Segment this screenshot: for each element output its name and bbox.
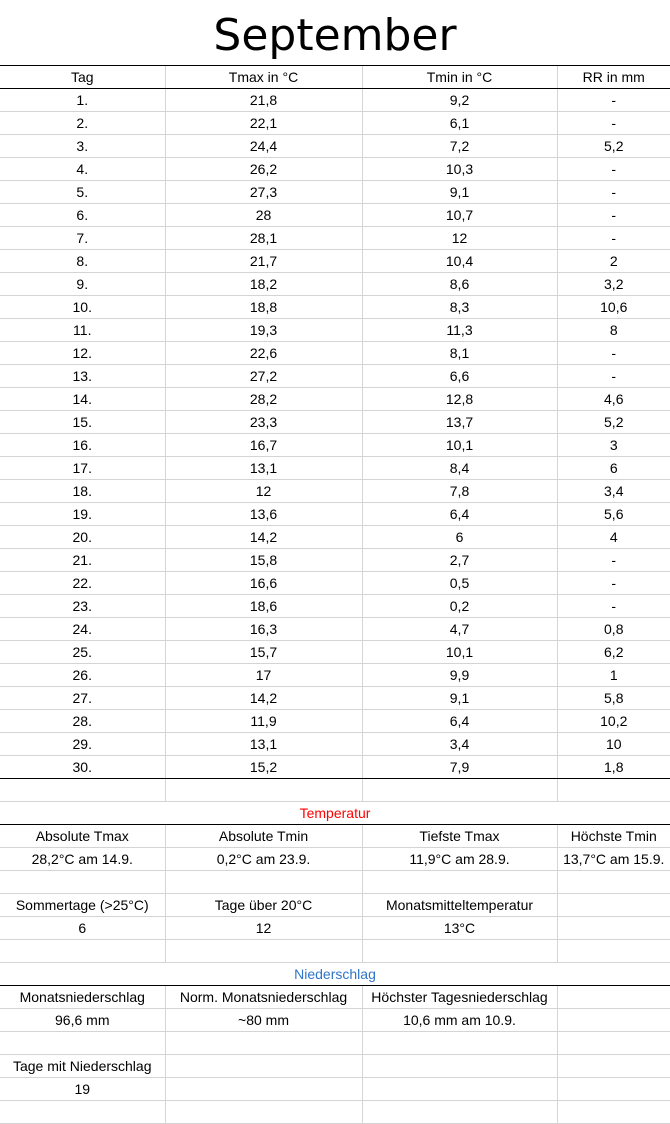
day-cell-3[interactable]: 7,2 (362, 135, 557, 158)
day-cell-3[interactable]: 9,2 (362, 89, 557, 112)
temp-label-2[interactable]: Absolute Tmin (165, 825, 362, 848)
day-row (0, 227, 670, 250)
blank-row (0, 940, 670, 963)
day-cell-3[interactable]: 6,1 (362, 112, 557, 135)
day-cell-2[interactable]: 11,9 (165, 710, 362, 733)
day-cell-3[interactable]: 6,4 (362, 710, 557, 733)
blank-cell-4[interactable] (557, 940, 670, 963)
day-cell-3[interactable]: 9,1 (362, 181, 557, 204)
blank-row (0, 779, 670, 802)
day-cell-4[interactable]: 10 (557, 733, 670, 756)
day-cell-4[interactable]: 4 (557, 526, 670, 549)
blank-cell-3[interactable] (362, 779, 557, 802)
precip-value-1[interactable]: 19 (0, 1078, 165, 1101)
day-cell-1[interactable]: 20. (0, 526, 165, 549)
day-cell-3[interactable]: 6,6 (362, 365, 557, 388)
day-cell-2[interactable]: 15,8 (165, 549, 362, 572)
day-cell-2[interactable]: 28,1 (165, 227, 362, 250)
day-cell-1[interactable]: 1. (0, 89, 165, 112)
day-cell-1[interactable]: 13. (0, 365, 165, 388)
day-cell-4[interactable]: - (557, 572, 670, 595)
day-cell-1[interactable]: 22. (0, 572, 165, 595)
day-row (0, 687, 670, 710)
day-cell-2[interactable]: 16,3 (165, 618, 362, 641)
day-cell-2[interactable]: 18,8 (165, 296, 362, 319)
precip-value-1[interactable]: 96,6 mm (0, 1009, 165, 1032)
day-cell-2[interactable]: 28,2 (165, 388, 362, 411)
blank-cell-1[interactable] (0, 940, 165, 963)
day-row (0, 250, 670, 273)
day-row (0, 89, 670, 112)
day-cell-2[interactable]: 21,8 (165, 89, 362, 112)
day-row (0, 273, 670, 296)
day-cell-3[interactable]: 13,7 (362, 411, 557, 434)
day-cell-4[interactable]: 1,8 (557, 756, 670, 779)
temp-value-4[interactable] (557, 917, 670, 940)
day-cell-3[interactable]: 0,2 (362, 595, 557, 618)
day-cell-1[interactable]: 10. (0, 296, 165, 319)
temp-value-2[interactable]: 0,2°C am 23.9. (165, 848, 362, 871)
day-cell-4[interactable]: 6 (557, 457, 670, 480)
blank-row (0, 1032, 670, 1055)
precip-value-3[interactable]: 10,6 mm am 10.9. (362, 1009, 557, 1032)
day-cell-3[interactable]: 12,8 (362, 388, 557, 411)
day-cell-2[interactable]: 12 (165, 480, 362, 503)
temp-label-2[interactable]: Tage über 20°C (165, 894, 362, 917)
blank-cell-3[interactable] (362, 940, 557, 963)
day-cell-3[interactable]: 2,7 (362, 549, 557, 572)
day-cell-2[interactable]: 14,2 (165, 526, 362, 549)
precip-label-4[interactable] (557, 1055, 670, 1078)
day-cell-3[interactable]: 9,9 (362, 664, 557, 687)
day-cell-3[interactable]: 3,4 (362, 733, 557, 756)
day-cell-4[interactable]: 1 (557, 664, 670, 687)
blank-row (0, 871, 670, 894)
day-cell-3[interactable]: 7,9 (362, 756, 557, 779)
blank-cell-1[interactable] (0, 1101, 165, 1124)
day-row (0, 135, 670, 158)
day-cell-3[interactable]: 10,7 (362, 204, 557, 227)
day-cell-1[interactable]: 26. (0, 664, 165, 687)
day-cell-4[interactable]: 5,2 (557, 411, 670, 434)
temp-value-2[interactable]: 12 (165, 917, 362, 940)
day-cell-2[interactable]: 13,6 (165, 503, 362, 526)
day-row (0, 434, 670, 457)
day-row (0, 365, 670, 388)
temperature-section-title: Temperatur (0, 802, 670, 825)
temperature-value-row (0, 848, 670, 871)
day-cell-2[interactable]: 27,2 (165, 365, 362, 388)
day-cell-4[interactable]: - (557, 365, 670, 388)
precip-label-2[interactable]: Norm. Monatsniederschlag (165, 986, 362, 1009)
precip-label-2[interactable] (165, 1055, 362, 1078)
day-cell-2[interactable]: 27,3 (165, 181, 362, 204)
day-cell-1[interactable]: 27. (0, 687, 165, 710)
day-cell-4[interactable]: 8 (557, 319, 670, 342)
day-cell-4[interactable]: - (557, 204, 670, 227)
precip-value-2[interactable]: ~80 mm (165, 1009, 362, 1032)
precip-value-3[interactable] (362, 1078, 557, 1101)
day-cell-3[interactable]: 10,1 (362, 434, 557, 457)
day-cell-4[interactable]: 5,8 (557, 687, 670, 710)
day-row (0, 549, 670, 572)
day-cell-1[interactable]: 9. (0, 273, 165, 296)
day-cell-3[interactable]: 7,8 (362, 480, 557, 503)
day-cell-3[interactable]: 10,1 (362, 641, 557, 664)
day-cell-1[interactable]: 28. (0, 710, 165, 733)
day-cell-4[interactable]: - (557, 112, 670, 135)
day-cell-1[interactable]: 12. (0, 342, 165, 365)
blank-cell-2[interactable] (165, 779, 362, 802)
blank-cell-2[interactable] (165, 1032, 362, 1055)
blank-cell-3[interactable] (362, 1101, 557, 1124)
precip-value-4[interactable] (557, 1078, 670, 1101)
temp-label-4[interactable] (557, 894, 670, 917)
day-cell-4[interactable]: 6,2 (557, 641, 670, 664)
temp-value-3[interactable]: 11,9°C am 28.9. (362, 848, 557, 871)
day-cell-1[interactable]: 15. (0, 411, 165, 434)
day-cell-4[interactable]: 5,6 (557, 503, 670, 526)
day-cell-4[interactable]: - (557, 549, 670, 572)
day-cell-3[interactable]: 6,4 (362, 503, 557, 526)
day-cell-1[interactable]: 29. (0, 733, 165, 756)
day-cell-1[interactable]: 4. (0, 158, 165, 181)
temp-value-1[interactable]: 6 (0, 917, 165, 940)
precipitation-label-row (0, 1055, 670, 1078)
day-row (0, 756, 670, 779)
day-cell-2[interactable]: 13,1 (165, 733, 362, 756)
day-row (0, 480, 670, 503)
precip-value-2[interactable] (165, 1078, 362, 1101)
day-cell-3[interactable]: 12 (362, 227, 557, 250)
day-row (0, 618, 670, 641)
day-row (0, 641, 670, 664)
day-cell-1[interactable]: 19. (0, 503, 165, 526)
day-cell-3[interactable]: 4,7 (362, 618, 557, 641)
day-cell-4[interactable]: 3,4 (557, 480, 670, 503)
day-cell-2[interactable]: 15,7 (165, 641, 362, 664)
precipitation-value-row (0, 1078, 670, 1101)
blank-cell-2[interactable] (165, 940, 362, 963)
blank-cell-1[interactable] (0, 779, 165, 802)
day-row (0, 733, 670, 756)
precipitation-value-row (0, 1009, 670, 1032)
day-cell-2[interactable]: 17 (165, 664, 362, 687)
precip-label-3[interactable]: Höchster Tagesniederschlag (362, 986, 557, 1009)
day-cell-4[interactable]: 10,2 (557, 710, 670, 733)
blank-cell-4[interactable] (557, 1032, 670, 1055)
column-header-1[interactable]: Tag (0, 66, 165, 89)
day-cell-2[interactable]: 18,2 (165, 273, 362, 296)
temperature-label-row (0, 825, 670, 848)
day-cell-3[interactable]: 0,5 (362, 572, 557, 595)
day-row (0, 342, 670, 365)
day-cell-1[interactable]: 30. (0, 756, 165, 779)
column-header-2[interactable]: Tmax in °C (165, 66, 362, 89)
day-row (0, 296, 670, 319)
blank-cell-2[interactable] (165, 1101, 362, 1124)
day-cell-3[interactable]: 6 (362, 526, 557, 549)
day-cell-2[interactable]: 26,2 (165, 158, 362, 181)
day-cell-3[interactable]: 10,3 (362, 158, 557, 181)
day-cell-2[interactable]: 24,4 (165, 135, 362, 158)
day-cell-4[interactable]: 10,6 (557, 296, 670, 319)
day-cell-2[interactable]: 14,2 (165, 687, 362, 710)
precip-label-4[interactable] (557, 986, 670, 1009)
blank-cell-3[interactable] (362, 1032, 557, 1055)
day-cell-2[interactable]: 16,7 (165, 434, 362, 457)
day-cell-2[interactable]: 22,6 (165, 342, 362, 365)
day-cell-3[interactable]: 8,4 (362, 457, 557, 480)
day-row (0, 411, 670, 434)
blank-cell-2[interactable] (165, 871, 362, 894)
precipitation-section-title: Niederschlag (0, 963, 670, 986)
day-cell-2[interactable]: 19,3 (165, 319, 362, 342)
blank-cell-1[interactable] (0, 1032, 165, 1055)
day-cell-1[interactable]: 11. (0, 319, 165, 342)
day-cell-4[interactable]: 0,8 (557, 618, 670, 641)
day-cell-1[interactable]: 2. (0, 112, 165, 135)
blank-row (0, 1101, 670, 1124)
temp-value-3[interactable]: 13°C (362, 917, 557, 940)
day-row (0, 710, 670, 733)
day-row (0, 664, 670, 687)
temp-label-3[interactable]: Tiefste Tmax (362, 825, 557, 848)
day-cell-2[interactable]: 15,2 (165, 756, 362, 779)
precip-value-4[interactable] (557, 1009, 670, 1032)
day-cell-2[interactable]: 16,6 (165, 572, 362, 595)
day-cell-4[interactable]: - (557, 89, 670, 112)
day-cell-1[interactable]: 21. (0, 549, 165, 572)
precip-label-3[interactable] (362, 1055, 557, 1078)
day-cell-1[interactable]: 24. (0, 618, 165, 641)
day-cell-1[interactable]: 18. (0, 480, 165, 503)
day-cell-4[interactable]: - (557, 227, 670, 250)
precipitation-section-title-row (0, 963, 670, 986)
day-cell-4[interactable]: - (557, 595, 670, 618)
temp-label-1[interactable]: Sommertage (>25°C) (0, 894, 165, 917)
header-row (0, 66, 670, 89)
day-cell-2[interactable]: 13,1 (165, 457, 362, 480)
temperature-value-row (0, 917, 670, 940)
day-cell-1[interactable]: 3. (0, 135, 165, 158)
temperature-section-title-row (0, 802, 670, 825)
day-cell-2[interactable]: 22,1 (165, 112, 362, 135)
day-cell-1[interactable]: 17. (0, 457, 165, 480)
day-cell-2[interactable]: 21,7 (165, 250, 362, 273)
month-title: September (0, 0, 670, 66)
day-row (0, 457, 670, 480)
day-cell-4[interactable]: - (557, 181, 670, 204)
blank-cell-4[interactable] (557, 1101, 670, 1124)
day-cell-4[interactable]: 3,2 (557, 273, 670, 296)
column-header-3[interactable]: Tmin in °C (362, 66, 557, 89)
day-cell-4[interactable]: - (557, 158, 670, 181)
precip-label-1[interactable]: Tage mit Niederschlag (0, 1055, 165, 1078)
day-row (0, 181, 670, 204)
day-cell-3[interactable]: 10,4 (362, 250, 557, 273)
day-cell-1[interactable]: 6. (0, 204, 165, 227)
day-cell-2[interactable]: 28 (165, 204, 362, 227)
blank-cell-4[interactable] (557, 871, 670, 894)
day-cell-1[interactable]: 14. (0, 388, 165, 411)
day-row (0, 204, 670, 227)
day-cell-1[interactable]: 5. (0, 181, 165, 204)
day-row (0, 388, 670, 411)
temp-value-4[interactable]: 13,7°C am 15.9. (557, 848, 670, 871)
day-cell-1[interactable]: 8. (0, 250, 165, 273)
day-cell-4[interactable]: 3 (557, 434, 670, 457)
precip-label-1[interactable]: Monatsniederschlag (0, 986, 165, 1009)
day-row (0, 158, 670, 181)
blank-cell-3[interactable] (362, 871, 557, 894)
blank-cell-1[interactable] (0, 871, 165, 894)
day-row (0, 595, 670, 618)
day-row (0, 572, 670, 595)
day-cell-4[interactable]: 5,2 (557, 135, 670, 158)
day-cell-3[interactable]: 11,3 (362, 319, 557, 342)
day-row (0, 319, 670, 342)
day-cell-1[interactable]: 7. (0, 227, 165, 250)
day-cell-4[interactable]: 2 (557, 250, 670, 273)
day-cell-3[interactable]: 8,6 (362, 273, 557, 296)
temp-label-4[interactable]: Höchste Tmin (557, 825, 670, 848)
day-cell-1[interactable]: 25. (0, 641, 165, 664)
weather-table (0, 66, 670, 1124)
precipitation-label-row (0, 986, 670, 1009)
blank-cell-4[interactable] (557, 779, 670, 802)
day-row (0, 112, 670, 135)
day-cell-2[interactable]: 18,6 (165, 595, 362, 618)
temp-label-3[interactable]: Monatsmitteltemperatur (362, 894, 557, 917)
day-cell-2[interactable]: 23,3 (165, 411, 362, 434)
column-header-4[interactable]: RR in mm (557, 66, 670, 89)
day-cell-4[interactable]: 4,6 (557, 388, 670, 411)
temp-label-1[interactable]: Absolute Tmax (0, 825, 165, 848)
day-cell-3[interactable]: 9,1 (362, 687, 557, 710)
temperature-label-row (0, 894, 670, 917)
day-row (0, 526, 670, 549)
day-cell-3[interactable]: 8,3 (362, 296, 557, 319)
day-cell-1[interactable]: 16. (0, 434, 165, 457)
day-cell-1[interactable]: 23. (0, 595, 165, 618)
day-cell-4[interactable]: - (557, 342, 670, 365)
temp-value-1[interactable]: 28,2°C am 14.9. (0, 848, 165, 871)
day-row (0, 503, 670, 526)
day-cell-3[interactable]: 8,1 (362, 342, 557, 365)
